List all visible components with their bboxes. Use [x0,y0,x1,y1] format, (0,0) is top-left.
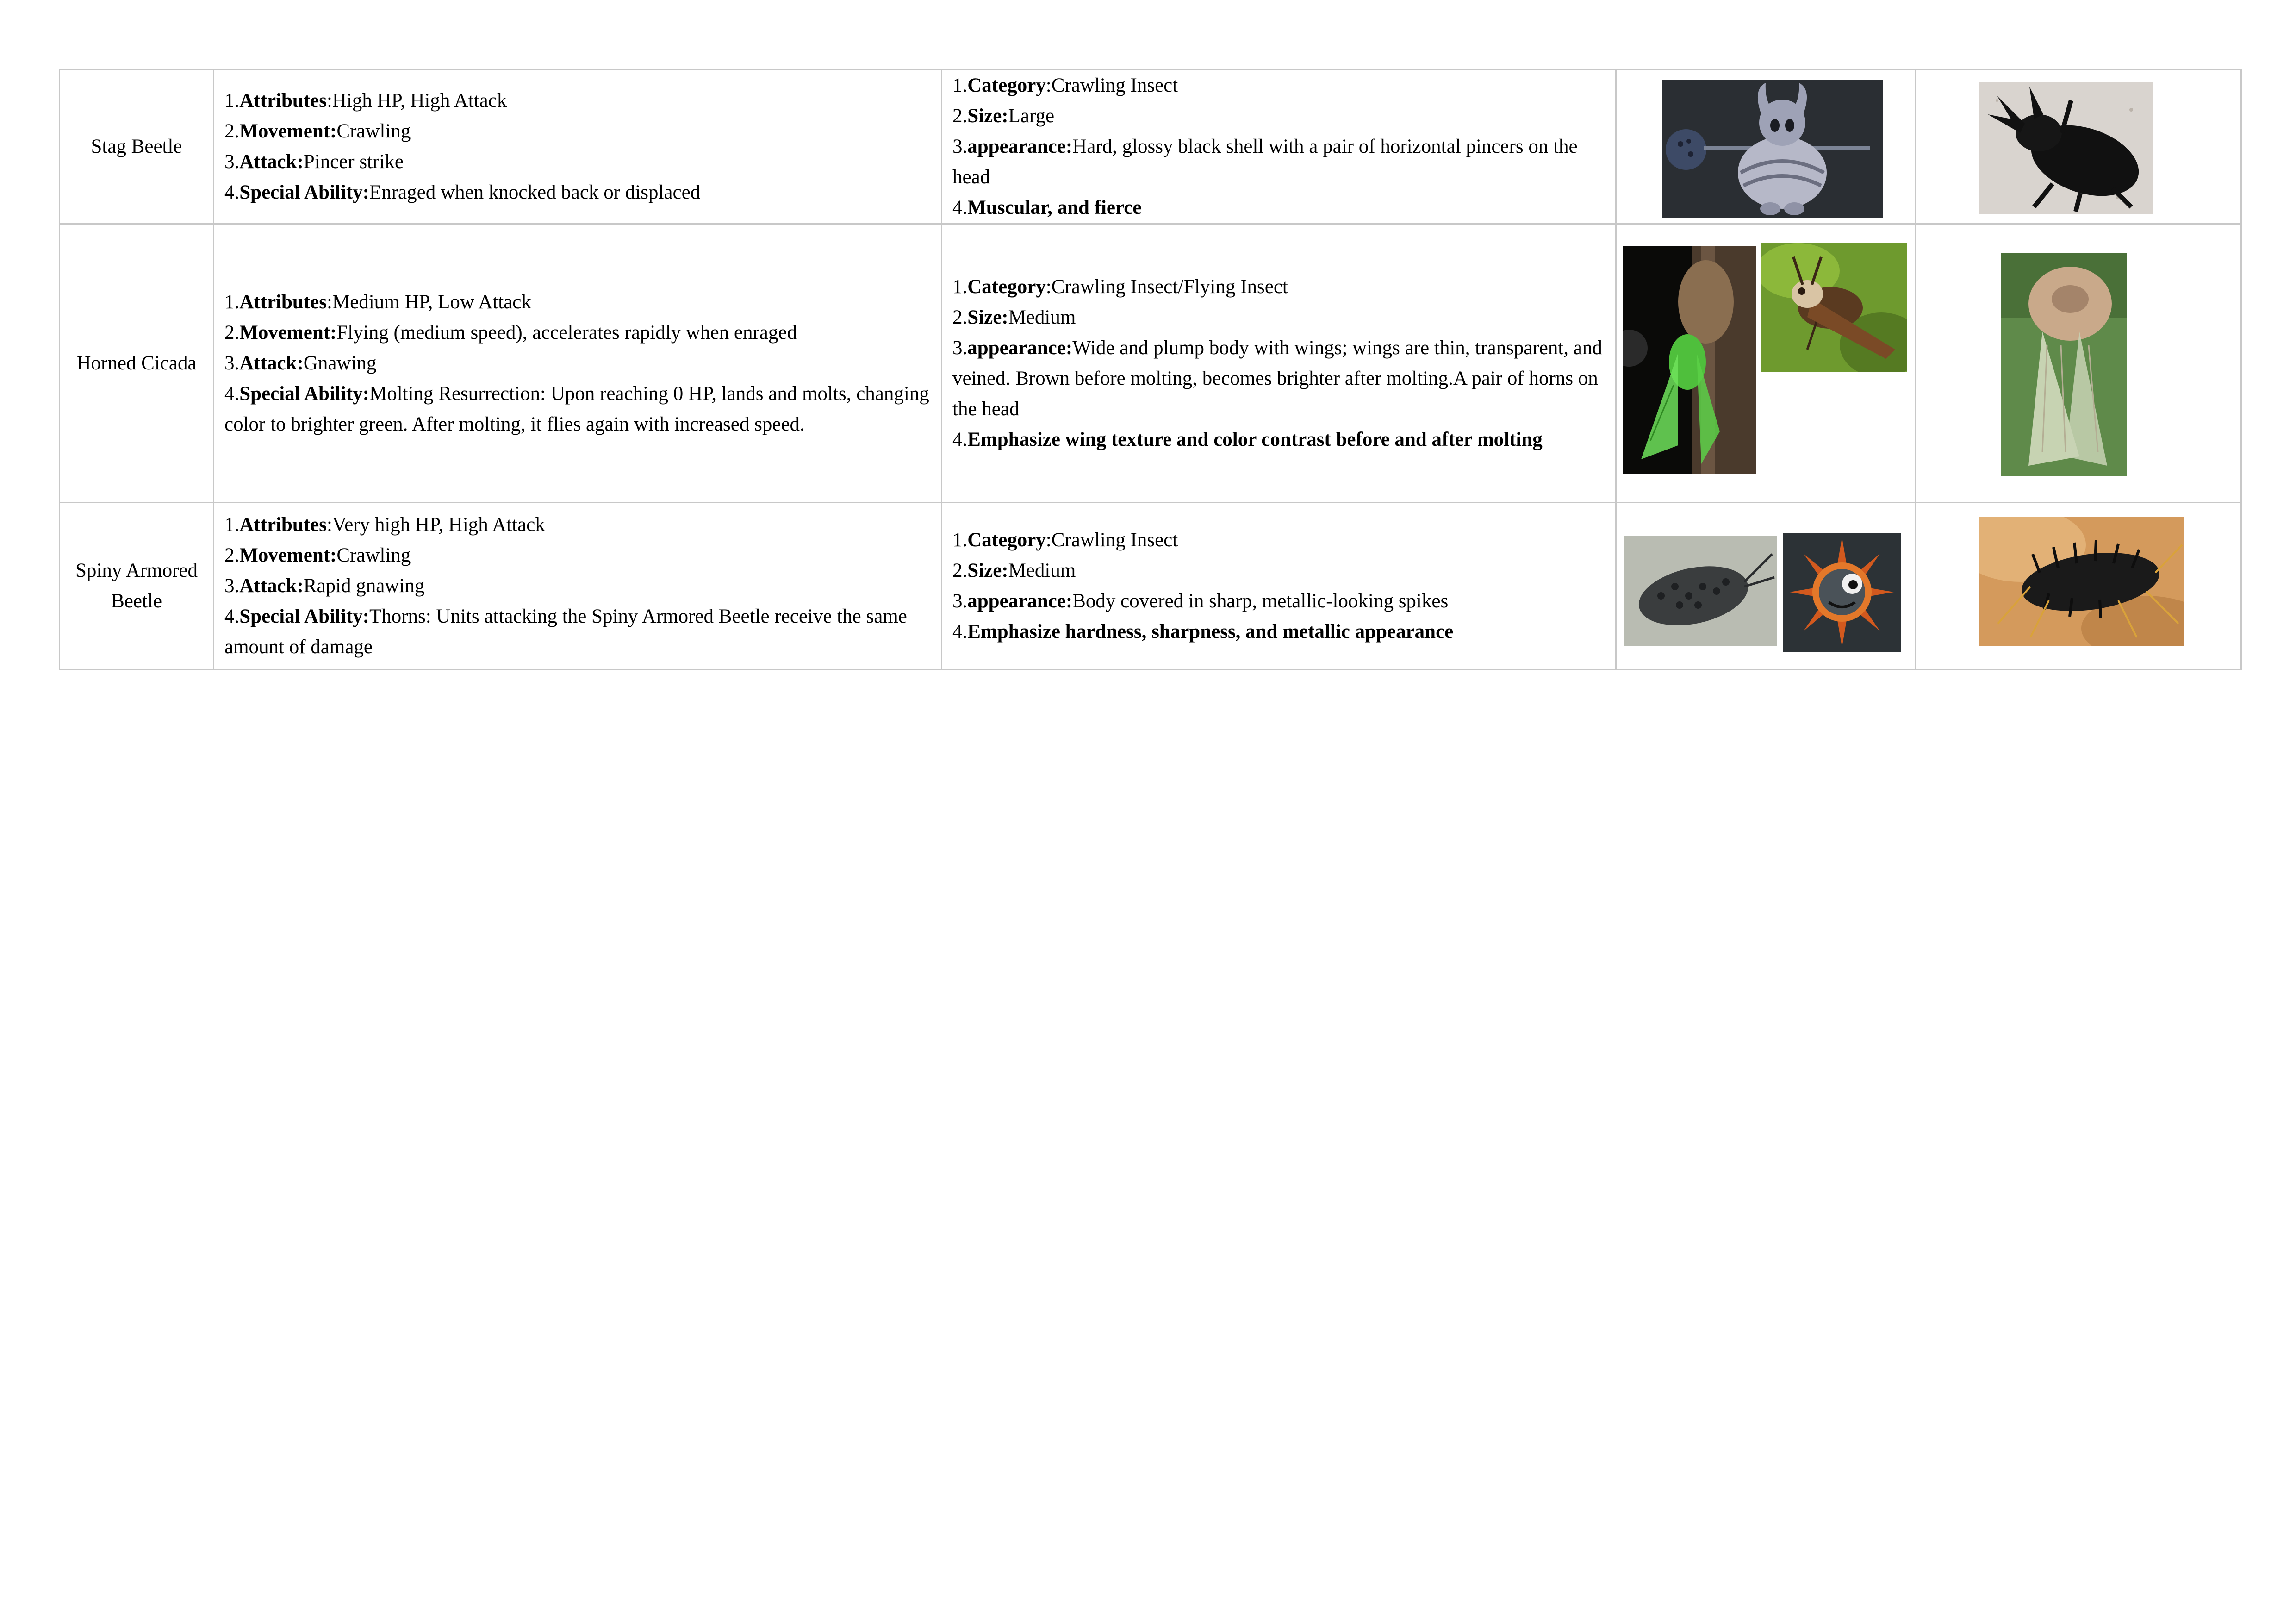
appearance-cell [942,70,1616,224]
brown-horned-insect-photo-icon [1761,243,1907,372]
insect-name-cell [60,503,214,670]
appearance-line: 3.appearance:Hard, glossy black shell with a pair of horizontal pincers on the head [952,136,1578,188]
attribute-line: 1.Attributes:Medium HP, Low Attack [224,291,531,313]
concept-image-cell [1616,70,1916,224]
appearance-line: 4.Emphasize hardness, sharpness, and metallic appearance [952,621,1454,643]
insect-name: Horned Cicada [76,352,197,374]
appearance-line: 4.Muscular, and fierce [952,197,1142,219]
stag-beetle-photo-icon [1979,82,2153,214]
table-row-horned-cicada [60,224,2241,503]
appearance-line: 2.Size:Medium [952,560,1076,581]
insect-name-cell [60,70,214,224]
reference-image-cell [1916,224,2241,503]
appearance-line: 2.Size:Large [952,105,1055,127]
gray-spiny-beetle-photo-icon [1624,536,1777,646]
armored-knight-beetle-art-icon [1662,80,1883,218]
attribute-line: 1.Attributes:Very high HP, High Attack [224,514,545,536]
concept-image-cell [1616,503,1916,670]
appearance-line: 1.Category:Crawling Insect [952,529,1178,551]
attribute-line: 2.Movement:Crawling [224,120,411,142]
appearance-line: 1.Category:Crawling Insect [952,75,1178,96]
appearance-cell [942,503,1616,670]
attribute-line: 2.Movement:Crawling [224,544,411,566]
attributes-cell [214,224,942,503]
reference-image-cell [1916,503,2241,670]
attributes-cell [214,70,942,224]
attribute-line: 4.Special Ability:Molting Resurrection: Upon reaching 0 HP, lands and molts, changing color to brighter green. After molting, it flies again with increased speed. [224,382,929,435]
appearance-cell [942,224,1616,503]
insect-design-table [59,69,2242,670]
attribute-line: 2.Movement:Flying (medium speed), accelerates rapidly when enraged [224,321,797,344]
table-row-stag-beetle [60,70,2241,224]
appearance-line: 2.Size:Medium [952,306,1076,328]
reference-image-cell [1916,70,2241,224]
appearance-line: 1.Category:Crawling Insect/Flying Insect [952,275,1288,298]
insect-name: Stag Beetle [91,136,182,157]
green-cicada-molting-photo-icon [1623,246,1756,474]
attribute-line: 3.Attack:Gnawing [224,352,377,374]
appearance-line: 3.appearance:Wide and plump body with wings; wings are thin, transparent, and veined. Brown before molting, becomes brighter after molting.A pair of horns on the head [952,337,1602,420]
table-row-spiny-armored-beetle [60,503,2241,670]
appearance-line: 3.appearance:Body covered in sharp, metallic-looking spikes [952,590,1449,612]
insect-name-cell [60,224,214,503]
spiked-orange-beetle-art-icon [1783,533,1901,652]
black-spiny-beetle-photo-icon [1979,517,2184,646]
attribute-line: 1.Attributes:High HP, High Attack [224,90,507,112]
attribute-line: 3.Attack:Pincer strike [224,151,404,173]
insect-name: Spiny Armored Beetle [75,560,198,612]
attributes-cell [214,503,942,670]
pale-cicada-photo-icon [2001,253,2127,476]
attribute-line: 4.Special Ability:Thorns: Units attacking the Spiny Armored Beetle receive the same amount of damage [224,606,907,658]
appearance-line: 4.Emphasize wing texture and color contrast before and after molting [952,428,1543,450]
concept-image-cell [1616,224,1916,503]
attribute-line: 4.Special Ability:Enraged when knocked back or displaced [224,181,701,203]
attribute-line: 3.Attack:Rapid gnawing [224,575,425,597]
